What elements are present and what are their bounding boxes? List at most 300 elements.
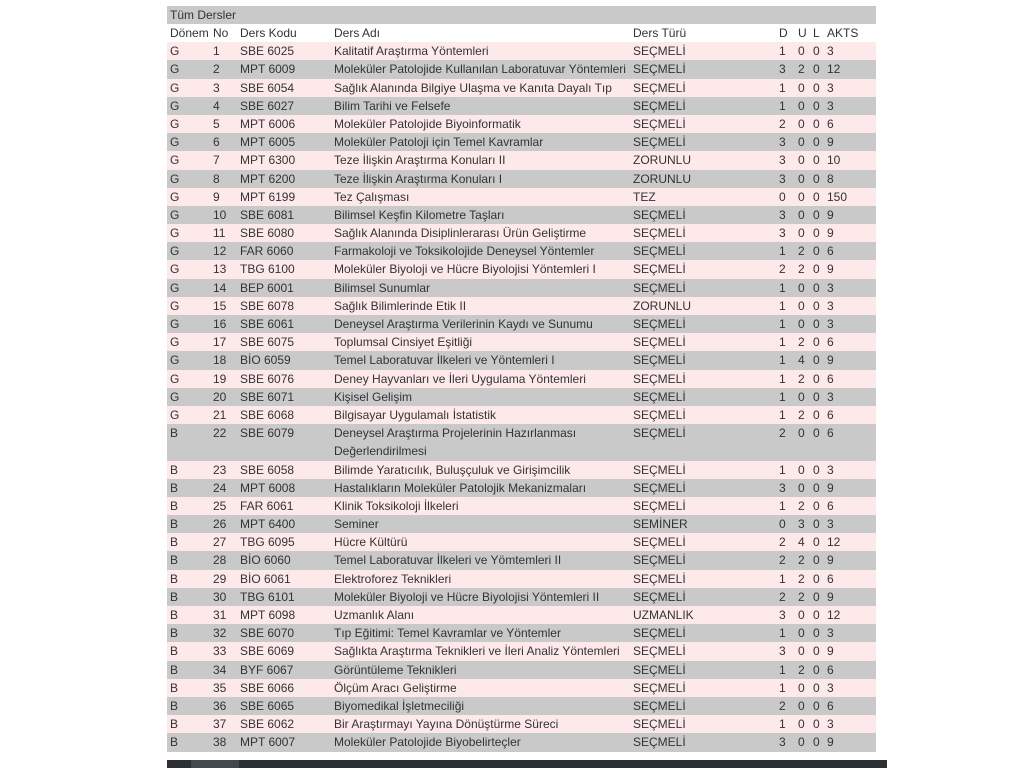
table-row [167, 661, 876, 679]
cell-kod: TBG 6095 [240, 535, 295, 550]
header-d: D [779, 26, 788, 40]
cell-donem: G [170, 262, 180, 277]
cell-kod: SBE 6062 [240, 717, 295, 732]
cell-u: 0 [798, 171, 805, 186]
table-row [167, 151, 876, 169]
cell-kod: MPT 6008 [240, 480, 296, 495]
cell-l: 0 [813, 717, 820, 732]
cell-u: 0 [798, 644, 805, 659]
table-row [167, 115, 876, 133]
cell-d: 1 [779, 98, 786, 113]
cell-donem: B [170, 717, 179, 732]
cell-akts: 9 [827, 553, 834, 568]
cell-kod: MPT 6007 [240, 735, 296, 750]
cell-l: 0 [813, 535, 820, 550]
cell-d: 3 [779, 135, 786, 150]
cell-l: 0 [813, 644, 820, 659]
cell-no: 9 [213, 189, 220, 204]
cell-tur: SEÇMELİ [633, 680, 686, 695]
table-row [167, 642, 876, 660]
cell-akts: 9 [827, 644, 834, 659]
cell-u: 0 [798, 480, 805, 495]
cell-tur: ZORUNLU [633, 171, 692, 186]
cell-u: 0 [798, 680, 805, 695]
cell-d: 3 [779, 62, 786, 77]
cell-l: 0 [813, 680, 820, 695]
cell-kod: SBE 6069 [240, 644, 295, 659]
cell-d: 1 [779, 662, 786, 677]
cell-no: 15 [213, 298, 227, 313]
cell-l: 0 [813, 480, 820, 495]
cell-adi: Bilimsel Sunumlar [334, 280, 431, 295]
cell-tur: SEÇMELİ [633, 98, 686, 113]
cell-tur: SEÇMELİ [633, 662, 686, 677]
cell-akts: 3 [827, 98, 834, 113]
cell-l: 0 [813, 517, 820, 532]
cell-l: 0 [813, 116, 820, 131]
cell-akts: 6 [827, 498, 834, 513]
cell-u: 0 [798, 298, 805, 313]
cell-akts: 150 [827, 189, 848, 204]
table-row [167, 242, 876, 260]
cell-adi: Tez Çalışması [334, 189, 410, 204]
table-row [167, 715, 876, 733]
header-donem: Dönem [170, 26, 209, 40]
cell-tur: SEÇMELİ [633, 262, 686, 277]
cell-tur: ZORUNLU [633, 153, 692, 168]
cell-u: 0 [798, 98, 805, 113]
cell-donem: G [170, 44, 180, 59]
cell-adi: Elektroforez Teknikleri [334, 571, 452, 586]
cell-l: 0 [813, 608, 820, 623]
cell-l: 0 [813, 171, 820, 186]
cell-tur: SEÇMELİ [633, 589, 686, 604]
cell-tur: SEÇMELİ [633, 317, 686, 331]
cell-no: 21 [213, 407, 227, 422]
cell-adi: Temel Laboratuvar İlkeleri ve Yöntemleri I [334, 353, 555, 368]
cell-akts: 9 [827, 135, 834, 150]
cell-tur: SEÇMELİ [633, 226, 686, 241]
cell-kod: SBE 6061 [240, 317, 295, 331]
cell-akts: 12 [827, 62, 841, 77]
cell-adi [334, 424, 633, 460]
cell-donem: B [170, 644, 179, 659]
cell-tur: SEÇMELİ [633, 280, 686, 295]
cell-no: 16 [213, 317, 227, 331]
cell-akts: 3 [827, 680, 834, 695]
table-row [167, 42, 876, 60]
cell-akts: 3 [827, 44, 834, 59]
cell-u: 0 [798, 426, 805, 441]
cell-donem: G [170, 353, 180, 368]
table-row [167, 606, 876, 624]
cell-kod: SBE 6071 [240, 389, 295, 404]
cell-l: 0 [813, 426, 820, 441]
cell-akts: 6 [827, 371, 834, 386]
cell-tur: UZMANLIK [633, 608, 694, 623]
cell-no: 24 [213, 480, 227, 495]
cell-u: 0 [798, 135, 805, 150]
cell-akts: 9 [827, 262, 834, 277]
cell-l: 0 [813, 298, 820, 313]
cell-akts: 3 [827, 626, 834, 641]
cell-adi: Teze İlişkin Araştırma Konuları I [334, 171, 503, 186]
cell-u: 4 [798, 535, 805, 550]
table-row [167, 533, 876, 551]
table-row [167, 479, 876, 497]
cell-no: 26 [213, 517, 227, 532]
cell-kod: BİO 6059 [240, 353, 291, 368]
cell-no: 29 [213, 571, 227, 586]
cell-adi: Sağlık Alanında Disiplinlerarası Ürün Geliştirme [334, 226, 587, 241]
cell-l: 0 [813, 317, 820, 331]
cell-no: 4 [213, 98, 220, 113]
cell-d: 1 [779, 680, 786, 695]
cell-tur: ZORUNLU [633, 298, 692, 313]
cell-akts: 6 [827, 116, 834, 131]
cell-akts: 12 [827, 608, 841, 623]
cell-tur: SEÇMELİ [633, 371, 686, 386]
cell-adi: Sağlık Bilimlerinde Etik II [334, 298, 467, 313]
cell-akts: 6 [827, 407, 834, 422]
cell-akts: 3 [827, 80, 834, 95]
cell-u: 2 [798, 335, 805, 350]
cell-adi: Hücre Kültürü [334, 535, 408, 550]
scrollbar-thumb[interactable] [191, 760, 239, 768]
cell-no: 28 [213, 553, 227, 568]
cell-d: 1 [779, 717, 786, 732]
cell-tur: SEÇMELİ [633, 44, 686, 59]
table-row [167, 333, 876, 351]
cell-donem: B [170, 498, 179, 513]
cell-donem: G [170, 389, 180, 404]
cell-d: 3 [779, 735, 786, 750]
cell-u: 4 [798, 353, 805, 368]
cell-adi: Bilim Tarihi ve Felsefe [334, 98, 451, 113]
cell-donem: G [170, 98, 180, 113]
cell-no: 18 [213, 353, 227, 368]
cell-no: 19 [213, 371, 227, 386]
cell-d: 3 [779, 480, 786, 495]
cell-d: 2 [779, 553, 786, 568]
cell-donem: G [170, 62, 180, 77]
cell-akts: 9 [827, 480, 834, 495]
cell-u: 0 [798, 116, 805, 131]
cell-donem: G [170, 116, 180, 131]
cell-donem: B [170, 535, 179, 550]
cell-donem: B [170, 680, 179, 695]
cell-l: 0 [813, 571, 820, 586]
cell-adi: Moleküler Patolojide Biyobelirteçler [334, 735, 521, 750]
cell-l: 0 [813, 62, 820, 77]
cell-no: 22 [213, 426, 227, 441]
cell-akts: 6 [827, 571, 834, 586]
cell-akts: 3 [827, 298, 834, 313]
table-body [167, 42, 876, 751]
cell-u: 0 [798, 317, 805, 331]
cell-adi: Sağlık Alanında Bilgiye Ulaşma ve Kanıta Dayalı Tıp [334, 80, 612, 95]
cell-akts: 3 [827, 389, 834, 404]
cell-donem: B [170, 426, 179, 441]
cell-u: 2 [798, 589, 805, 604]
cell-l: 0 [813, 553, 820, 568]
cell-no: 34 [213, 662, 227, 677]
cell-d: 3 [779, 153, 786, 168]
cell-u: 0 [798, 207, 805, 222]
header-akts: AKTS [827, 26, 859, 40]
cell-no: 1 [213, 44, 220, 59]
cell-l: 0 [813, 662, 820, 677]
table-row [167, 679, 876, 697]
cell-no: 12 [213, 244, 227, 259]
cell-u: 2 [798, 571, 805, 586]
table-row [167, 424, 876, 460]
cell-kod: TBG 6101 [240, 589, 295, 604]
cell-no: 13 [213, 262, 227, 277]
cell-l: 0 [813, 335, 820, 350]
cell-donem: B [170, 589, 179, 604]
cell-no: 35 [213, 680, 227, 695]
cell-d: 1 [779, 407, 786, 422]
cell-d: 1 [779, 571, 786, 586]
cell-no: 23 [213, 462, 227, 477]
cell-kod: BYF 6067 [240, 662, 294, 677]
header-adi: Ders Adı [334, 26, 381, 40]
cell-tur: SEÇMELİ [633, 553, 686, 568]
cell-akts: 9 [827, 735, 834, 750]
cell-no: 20 [213, 389, 227, 404]
cell-d: 1 [779, 371, 786, 386]
cell-adi: Klinik Toksikoloji İlkeleri [334, 498, 459, 513]
cell-adi: Bilimsel Keşfin Kilometre Taşları [334, 207, 505, 222]
cell-no: 31 [213, 608, 227, 623]
cell-kod: SBE 6078 [240, 298, 295, 313]
cell-tur: SEÇMELİ [633, 80, 686, 95]
cell-kod: SBE 6065 [240, 698, 295, 713]
cell-donem: B [170, 698, 179, 713]
cell-donem: B [170, 480, 179, 495]
cell-akts: 6 [827, 244, 834, 259]
cell-d: 2 [779, 426, 786, 441]
cell-d: 1 [779, 389, 786, 404]
cell-kod: FAR 6061 [240, 498, 294, 513]
cell-akts: 9 [827, 589, 834, 604]
cell-u: 0 [798, 280, 805, 295]
cell-u: 0 [798, 226, 805, 241]
cell-l: 0 [813, 407, 820, 422]
cell-adi: Görüntüleme Teknikleri [334, 662, 457, 677]
cell-d: 3 [779, 171, 786, 186]
cell-adi: Deney Hayvanları ve İleri Uygulama Yöntemleri [334, 371, 586, 386]
cell-akts: 6 [827, 662, 834, 677]
cell-adi: Kalitatif Araştırma Yöntemleri [334, 44, 489, 59]
cell-kod: SBE 6025 [240, 44, 295, 59]
cell-tur: SEÇMELİ [633, 462, 686, 477]
cell-l: 0 [813, 280, 820, 295]
cell-adi: Tıp Eğitimi: Temel Kavramlar ve Yöntemler [334, 626, 561, 641]
cell-l: 0 [813, 244, 820, 259]
cell-donem: G [170, 135, 180, 150]
cell-adi: Sağlıkta Araştırma Teknikleri ve İleri Analiz Yöntemleri [334, 644, 620, 659]
cell-donem: G [170, 298, 180, 313]
cell-u: 2 [798, 407, 805, 422]
cell-akts: 12 [827, 535, 841, 550]
cell-l: 0 [813, 207, 820, 222]
cell-u: 0 [798, 80, 805, 95]
cell-d: 1 [779, 335, 786, 350]
cell-no: 2 [213, 62, 220, 77]
cell-d: 3 [779, 644, 786, 659]
cell-akts: 6 [827, 335, 834, 350]
cell-u: 0 [798, 189, 805, 204]
header-kod: Ders Kodu [240, 26, 297, 40]
table-row [167, 97, 876, 115]
cell-kod: SBE 6027 [240, 98, 295, 113]
table-row [167, 297, 876, 315]
cell-tur: SEÇMELİ [633, 407, 686, 422]
cell-no: 25 [213, 498, 227, 513]
cell-akts: 6 [827, 426, 834, 441]
cell-l: 0 [813, 80, 820, 95]
cell-adi: Farmakoloji ve Toksikolojide Deneysel Yöntemler [334, 244, 595, 259]
cell-u: 2 [798, 262, 805, 277]
cell-adi: Moleküler Biyoloji ve Hücre Biyolojisi Yöntemleri I [334, 262, 596, 277]
cell-l: 0 [813, 462, 820, 477]
cell-tur: TEZ [633, 189, 656, 204]
cell-kod: MPT 6300 [240, 153, 296, 168]
cell-kod: SBE 6079 [240, 426, 295, 441]
cell-kod: MPT 6009 [240, 62, 296, 77]
cell-u: 2 [798, 244, 805, 259]
cell-tur: SEÇMELİ [633, 207, 686, 222]
cell-l: 0 [813, 262, 820, 277]
table-row [167, 170, 876, 188]
table-row [167, 79, 876, 97]
cell-adi: Moleküler Patolojide Biyoinformatik [334, 116, 521, 131]
cell-akts: 3 [827, 517, 834, 532]
cell-akts: 10 [827, 153, 841, 168]
cell-l: 0 [813, 153, 820, 168]
cell-kod: SBE 6068 [240, 407, 295, 422]
table-row [167, 315, 876, 333]
cell-d: 1 [779, 44, 786, 59]
cell-l: 0 [813, 353, 820, 368]
cell-tur: SEÇMELİ [633, 480, 686, 495]
cell-akts: 9 [827, 207, 834, 222]
cell-no: 11 [213, 226, 226, 241]
cell-u: 0 [798, 698, 805, 713]
cell-l: 0 [813, 589, 820, 604]
cell-donem: G [170, 407, 180, 422]
table-row [167, 551, 876, 569]
cell-l: 0 [813, 44, 820, 59]
cell-donem: B [170, 735, 179, 750]
cell-adi: Moleküler Patoloji için Temel Kavramlar [334, 135, 544, 150]
bottom-scrollbar[interactable] [167, 760, 887, 768]
cell-d: 2 [779, 589, 786, 604]
cell-donem: G [170, 280, 180, 295]
cell-u: 0 [798, 44, 805, 59]
cell-kod: MPT 6199 [240, 189, 296, 204]
table-row [167, 588, 876, 606]
cell-kod: BİO 6060 [240, 553, 291, 568]
cell-d: 3 [779, 207, 786, 222]
cell-kod: SBE 6075 [240, 335, 295, 350]
table-row [167, 515, 876, 533]
cell-d: 1 [779, 498, 786, 513]
cell-d: 2 [779, 698, 786, 713]
cell-kod: FAR 6060 [240, 244, 294, 259]
cell-no: 5 [213, 116, 220, 131]
cell-d: 1 [779, 280, 786, 295]
cell-donem: B [170, 553, 179, 568]
cell-l: 0 [813, 135, 820, 150]
cell-adi: Bir Araştırmayı Yayına Dönüştürme Süreci [334, 717, 559, 732]
cell-donem: G [170, 153, 180, 168]
cell-adi-text: Deneysel Araştırma Projelerinin Hazırlanması Değerlendirilmesi [334, 426, 577, 459]
cell-u: 0 [798, 389, 805, 404]
cell-kod: SBE 6081 [240, 207, 295, 222]
cell-d: 2 [779, 116, 786, 131]
table-row [167, 406, 876, 424]
cell-tur: SEÇMELİ [633, 62, 686, 77]
cell-adi: Seminer [334, 517, 379, 532]
cell-d: 1 [779, 462, 786, 477]
cell-no: 36 [213, 698, 227, 713]
cell-d: 0 [779, 517, 786, 532]
cell-d: 2 [779, 535, 786, 550]
cell-adi: Teze İlişkin Araştırma Konuları II [334, 153, 506, 168]
cell-kod: BEP 6001 [240, 280, 294, 295]
cell-tur: SEÇMELİ [633, 717, 686, 732]
cell-tur: SEÇMELİ [633, 335, 686, 350]
cell-l: 0 [813, 389, 820, 404]
cell-kod: MPT 6400 [240, 517, 296, 532]
cell-adi: Temel Laboratuvar İlkeleri ve Yömtemleri II [334, 553, 562, 568]
table-row [167, 461, 876, 479]
cell-d: 1 [779, 298, 786, 313]
cell-u: 3 [798, 517, 805, 532]
cell-tur: SEMİNER [633, 517, 688, 532]
cell-tur: SEÇMELİ [633, 626, 686, 641]
cell-kod: MPT 6200 [240, 171, 296, 186]
cell-tur: SEÇMELİ [633, 698, 686, 713]
cell-donem: B [170, 608, 179, 623]
cell-u: 0 [798, 608, 805, 623]
cell-donem: G [170, 80, 180, 95]
cell-d: 3 [779, 226, 786, 241]
cell-akts: 3 [827, 280, 834, 295]
courses-table [167, 6, 876, 752]
cell-d: 1 [779, 244, 786, 259]
cell-u: 2 [798, 553, 805, 568]
cell-no: 10 [213, 207, 227, 222]
cell-akts: 9 [827, 226, 834, 241]
cell-d: 0 [779, 189, 786, 204]
cell-l: 0 [813, 189, 820, 204]
cell-no: 37 [213, 717, 227, 732]
cell-u: 0 [798, 735, 805, 750]
cell-donem: B [170, 462, 179, 477]
cell-u: 2 [798, 498, 805, 513]
header-no: No [213, 26, 229, 40]
cell-no: 30 [213, 589, 227, 604]
cell-donem: G [170, 189, 180, 204]
cell-donem: B [170, 626, 179, 641]
cell-akts: 9 [827, 353, 834, 368]
cell-d: 1 [779, 317, 786, 331]
cell-l: 0 [813, 98, 820, 113]
